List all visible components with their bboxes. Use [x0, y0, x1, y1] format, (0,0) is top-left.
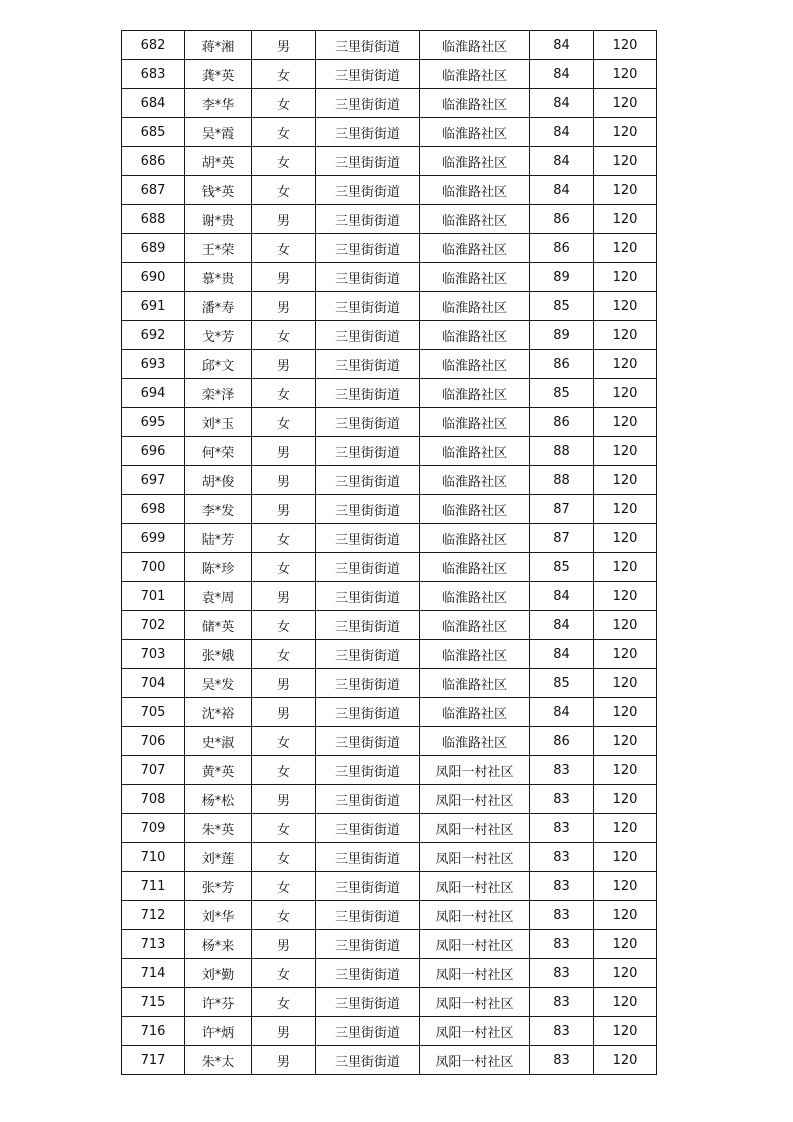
cell-name: 沈*裕 — [185, 698, 252, 727]
table-row — [122, 553, 657, 582]
table-row — [122, 959, 657, 988]
cell-serial-number: 694 — [122, 379, 185, 408]
cell-street: 三里街街道 — [316, 930, 420, 959]
cell-community: 凤阳一村社区 — [420, 1017, 530, 1046]
cell-name: 陈*珍 — [185, 553, 252, 582]
cell-age: 89 — [530, 263, 594, 292]
cell-age: 83 — [530, 959, 594, 988]
cell-name: 刘*玉 — [185, 408, 252, 437]
cell-street: 三里街街道 — [316, 785, 420, 814]
cell-gender: 男 — [252, 930, 316, 959]
cell-age: 84 — [530, 89, 594, 118]
cell-serial-number: 710 — [122, 843, 185, 872]
cell-gender: 女 — [252, 611, 316, 640]
cell-street: 三里街街道 — [316, 379, 420, 408]
cell-gender: 女 — [252, 959, 316, 988]
cell-gender: 女 — [252, 379, 316, 408]
table-row — [122, 524, 657, 553]
cell-age: 83 — [530, 814, 594, 843]
cell-community: 临淮路社区 — [420, 408, 530, 437]
cell-serial-number: 702 — [122, 611, 185, 640]
cell-community: 临淮路社区 — [420, 640, 530, 669]
cell-street: 三里街街道 — [316, 263, 420, 292]
cell-community: 临淮路社区 — [420, 263, 530, 292]
cell-age: 87 — [530, 524, 594, 553]
cell-gender: 男 — [252, 698, 316, 727]
cell-street: 三里街街道 — [316, 669, 420, 698]
table-row — [122, 205, 657, 234]
cell-amount: 120 — [594, 89, 657, 118]
cell-gender: 男 — [252, 31, 316, 60]
cell-community: 临淮路社区 — [420, 553, 530, 582]
table-row — [122, 495, 657, 524]
cell-name: 陆*芳 — [185, 524, 252, 553]
cell-community: 凤阳一村社区 — [420, 930, 530, 959]
table-row — [122, 176, 657, 205]
cell-community: 临淮路社区 — [420, 292, 530, 321]
cell-gender: 女 — [252, 640, 316, 669]
cell-amount: 120 — [594, 31, 657, 60]
cell-gender: 男 — [252, 1017, 316, 1046]
cell-age: 88 — [530, 466, 594, 495]
cell-community: 临淮路社区 — [420, 495, 530, 524]
cell-gender: 女 — [252, 843, 316, 872]
cell-street: 三里街街道 — [316, 350, 420, 379]
cell-age: 83 — [530, 1017, 594, 1046]
cell-name: 邱*文 — [185, 350, 252, 379]
cell-amount: 120 — [594, 785, 657, 814]
cell-serial-number: 697 — [122, 466, 185, 495]
cell-community: 临淮路社区 — [420, 176, 530, 205]
cell-gender: 女 — [252, 118, 316, 147]
cell-age: 83 — [530, 872, 594, 901]
cell-name: 张*芳 — [185, 872, 252, 901]
table-row — [122, 901, 657, 930]
cell-street: 三里街街道 — [316, 118, 420, 147]
cell-street: 三里街街道 — [316, 437, 420, 466]
cell-gender: 女 — [252, 524, 316, 553]
cell-serial-number: 709 — [122, 814, 185, 843]
cell-name: 许*芬 — [185, 988, 252, 1017]
cell-amount: 120 — [594, 118, 657, 147]
cell-age: 83 — [530, 1046, 594, 1075]
table-row — [122, 89, 657, 118]
cell-serial-number: 701 — [122, 582, 185, 611]
cell-name: 刘*勤 — [185, 959, 252, 988]
cell-age: 83 — [530, 756, 594, 785]
cell-gender: 男 — [252, 669, 316, 698]
table-row — [122, 118, 657, 147]
table-row — [122, 814, 657, 843]
cell-name: 黄*英 — [185, 756, 252, 785]
table-row — [122, 350, 657, 379]
cell-age: 85 — [530, 379, 594, 408]
cell-name: 胡*俊 — [185, 466, 252, 495]
cell-amount: 120 — [594, 553, 657, 582]
cell-serial-number: 699 — [122, 524, 185, 553]
cell-serial-number: 683 — [122, 60, 185, 89]
cell-gender: 男 — [252, 205, 316, 234]
cell-community: 临淮路社区 — [420, 466, 530, 495]
cell-serial-number: 708 — [122, 785, 185, 814]
cell-serial-number: 703 — [122, 640, 185, 669]
cell-gender: 女 — [252, 89, 316, 118]
cell-amount: 120 — [594, 988, 657, 1017]
cell-serial-number: 682 — [122, 31, 185, 60]
cell-serial-number: 705 — [122, 698, 185, 727]
cell-amount: 120 — [594, 611, 657, 640]
cell-amount: 120 — [594, 640, 657, 669]
cell-amount: 120 — [594, 234, 657, 263]
cell-name: 杨*来 — [185, 930, 252, 959]
cell-name: 刘*莲 — [185, 843, 252, 872]
cell-amount: 120 — [594, 1017, 657, 1046]
cell-serial-number: 690 — [122, 263, 185, 292]
table-row — [122, 988, 657, 1017]
table-row — [122, 727, 657, 756]
cell-street: 三里街街道 — [316, 988, 420, 1017]
cell-age: 85 — [530, 669, 594, 698]
table-row — [122, 379, 657, 408]
cell-street: 三里街街道 — [316, 611, 420, 640]
cell-name: 胡*英 — [185, 147, 252, 176]
cell-street: 三里街街道 — [316, 292, 420, 321]
cell-age: 86 — [530, 205, 594, 234]
cell-gender: 男 — [252, 350, 316, 379]
cell-age: 84 — [530, 640, 594, 669]
cell-age: 84 — [530, 60, 594, 89]
cell-name: 吴*霞 — [185, 118, 252, 147]
cell-amount: 120 — [594, 727, 657, 756]
cell-amount: 120 — [594, 437, 657, 466]
cell-gender: 男 — [252, 437, 316, 466]
cell-name: 潘*寿 — [185, 292, 252, 321]
table-row — [122, 31, 657, 60]
cell-community: 临淮路社区 — [420, 524, 530, 553]
cell-street: 三里街街道 — [316, 321, 420, 350]
cell-community: 临淮路社区 — [420, 437, 530, 466]
cell-street: 三里街街道 — [316, 176, 420, 205]
table-row — [122, 60, 657, 89]
cell-name: 朱*太 — [185, 1046, 252, 1075]
cell-street: 三里街街道 — [316, 408, 420, 437]
cell-gender: 女 — [252, 553, 316, 582]
cell-age: 86 — [530, 408, 594, 437]
cell-name: 储*英 — [185, 611, 252, 640]
cell-community: 凤阳一村社区 — [420, 872, 530, 901]
cell-name: 张*娥 — [185, 640, 252, 669]
table-row — [122, 321, 657, 350]
cell-name: 史*淑 — [185, 727, 252, 756]
cell-serial-number: 715 — [122, 988, 185, 1017]
cell-serial-number: 685 — [122, 118, 185, 147]
cell-gender: 男 — [252, 1046, 316, 1075]
cell-age: 83 — [530, 988, 594, 1017]
cell-street: 三里街街道 — [316, 495, 420, 524]
table-row — [122, 785, 657, 814]
cell-name: 李*华 — [185, 89, 252, 118]
cell-gender: 女 — [252, 147, 316, 176]
cell-serial-number: 696 — [122, 437, 185, 466]
cell-gender: 女 — [252, 60, 316, 89]
roster-table — [121, 30, 657, 1075]
cell-street: 三里街街道 — [316, 1046, 420, 1075]
cell-street: 三里街街道 — [316, 959, 420, 988]
cell-community: 凤阳一村社区 — [420, 785, 530, 814]
cell-name: 栾*泽 — [185, 379, 252, 408]
cell-serial-number: 712 — [122, 901, 185, 930]
cell-serial-number: 684 — [122, 89, 185, 118]
cell-amount: 120 — [594, 292, 657, 321]
cell-street: 三里街街道 — [316, 582, 420, 611]
cell-name: 许*炳 — [185, 1017, 252, 1046]
cell-gender: 女 — [252, 234, 316, 263]
cell-community: 临淮路社区 — [420, 379, 530, 408]
cell-street: 三里街街道 — [316, 205, 420, 234]
cell-community: 凤阳一村社区 — [420, 814, 530, 843]
cell-community: 临淮路社区 — [420, 698, 530, 727]
cell-gender: 女 — [252, 814, 316, 843]
cell-street: 三里街街道 — [316, 89, 420, 118]
cell-street: 三里街街道 — [316, 756, 420, 785]
cell-serial-number: 693 — [122, 350, 185, 379]
cell-amount: 120 — [594, 408, 657, 437]
cell-gender: 男 — [252, 785, 316, 814]
cell-community: 临淮路社区 — [420, 205, 530, 234]
cell-street: 三里街街道 — [316, 1017, 420, 1046]
cell-amount: 120 — [594, 60, 657, 89]
roster-table-body — [122, 31, 657, 1075]
cell-street: 三里街街道 — [316, 466, 420, 495]
cell-age: 84 — [530, 31, 594, 60]
cell-serial-number: 704 — [122, 669, 185, 698]
cell-amount: 120 — [594, 814, 657, 843]
cell-community: 临淮路社区 — [420, 321, 530, 350]
cell-gender: 女 — [252, 727, 316, 756]
cell-community: 临淮路社区 — [420, 611, 530, 640]
cell-community: 凤阳一村社区 — [420, 756, 530, 785]
cell-amount: 120 — [594, 930, 657, 959]
cell-serial-number: 692 — [122, 321, 185, 350]
cell-age: 88 — [530, 437, 594, 466]
cell-name: 蒋*湘 — [185, 31, 252, 60]
table-row — [122, 1017, 657, 1046]
cell-street: 三里街街道 — [316, 727, 420, 756]
cell-street: 三里街街道 — [316, 524, 420, 553]
cell-gender: 男 — [252, 495, 316, 524]
cell-community: 临淮路社区 — [420, 350, 530, 379]
cell-amount: 120 — [594, 176, 657, 205]
cell-name: 戈*芳 — [185, 321, 252, 350]
table-row — [122, 872, 657, 901]
cell-community: 凤阳一村社区 — [420, 901, 530, 930]
cell-amount: 120 — [594, 350, 657, 379]
cell-amount: 120 — [594, 205, 657, 234]
table-row — [122, 843, 657, 872]
cell-gender: 女 — [252, 408, 316, 437]
cell-name: 龚*英 — [185, 60, 252, 89]
cell-amount: 120 — [594, 756, 657, 785]
cell-community: 凤阳一村社区 — [420, 988, 530, 1017]
cell-age: 86 — [530, 234, 594, 263]
cell-community: 临淮路社区 — [420, 147, 530, 176]
cell-community: 临淮路社区 — [420, 582, 530, 611]
cell-amount: 120 — [594, 872, 657, 901]
cell-age: 86 — [530, 350, 594, 379]
cell-street: 三里街街道 — [316, 901, 420, 930]
cell-gender: 男 — [252, 263, 316, 292]
cell-community: 临淮路社区 — [420, 118, 530, 147]
cell-community: 凤阳一村社区 — [420, 1046, 530, 1075]
cell-community: 临淮路社区 — [420, 31, 530, 60]
cell-street: 三里街街道 — [316, 60, 420, 89]
cell-amount: 120 — [594, 959, 657, 988]
cell-age: 84 — [530, 176, 594, 205]
table-row — [122, 263, 657, 292]
cell-serial-number: 717 — [122, 1046, 185, 1075]
cell-amount: 120 — [594, 466, 657, 495]
table-row — [122, 292, 657, 321]
cell-amount: 120 — [594, 1046, 657, 1075]
cell-name: 朱*英 — [185, 814, 252, 843]
cell-street: 三里街街道 — [316, 698, 420, 727]
cell-serial-number: 706 — [122, 727, 185, 756]
table-row — [122, 756, 657, 785]
cell-street: 三里街街道 — [316, 814, 420, 843]
cell-amount: 120 — [594, 495, 657, 524]
cell-serial-number: 707 — [122, 756, 185, 785]
cell-community: 凤阳一村社区 — [420, 843, 530, 872]
cell-age: 83 — [530, 843, 594, 872]
cell-amount: 120 — [594, 524, 657, 553]
cell-serial-number: 687 — [122, 176, 185, 205]
cell-age: 86 — [530, 727, 594, 756]
cell-age: 84 — [530, 118, 594, 147]
cell-name: 刘*华 — [185, 901, 252, 930]
cell-gender: 男 — [252, 582, 316, 611]
cell-name: 王*荣 — [185, 234, 252, 263]
cell-age: 85 — [530, 292, 594, 321]
table-row — [122, 611, 657, 640]
table-row — [122, 234, 657, 263]
cell-amount: 120 — [594, 379, 657, 408]
cell-community: 凤阳一村社区 — [420, 959, 530, 988]
cell-name: 李*发 — [185, 495, 252, 524]
cell-serial-number: 711 — [122, 872, 185, 901]
cell-amount: 120 — [594, 901, 657, 930]
cell-gender: 女 — [252, 901, 316, 930]
cell-age: 83 — [530, 901, 594, 930]
cell-gender: 女 — [252, 756, 316, 785]
table-row — [122, 669, 657, 698]
cell-amount: 120 — [594, 263, 657, 292]
cell-serial-number: 688 — [122, 205, 185, 234]
cell-serial-number: 698 — [122, 495, 185, 524]
table-row — [122, 147, 657, 176]
cell-serial-number: 716 — [122, 1017, 185, 1046]
cell-serial-number: 713 — [122, 930, 185, 959]
cell-name: 何*荣 — [185, 437, 252, 466]
cell-amount: 120 — [594, 698, 657, 727]
cell-community: 临淮路社区 — [420, 234, 530, 263]
cell-amount: 120 — [594, 147, 657, 176]
cell-serial-number: 700 — [122, 553, 185, 582]
cell-amount: 120 — [594, 669, 657, 698]
cell-gender: 男 — [252, 466, 316, 495]
cell-community: 临淮路社区 — [420, 727, 530, 756]
table-row — [122, 930, 657, 959]
cell-street: 三里街街道 — [316, 147, 420, 176]
cell-age: 89 — [530, 321, 594, 350]
cell-amount: 120 — [594, 843, 657, 872]
table-row — [122, 640, 657, 669]
cell-amount: 120 — [594, 321, 657, 350]
cell-name: 袁*周 — [185, 582, 252, 611]
cell-serial-number: 689 — [122, 234, 185, 263]
cell-name: 杨*松 — [185, 785, 252, 814]
cell-age: 84 — [530, 611, 594, 640]
table-row — [122, 408, 657, 437]
cell-age: 85 — [530, 553, 594, 582]
cell-street: 三里街街道 — [316, 553, 420, 582]
cell-age: 87 — [530, 495, 594, 524]
cell-street: 三里街街道 — [316, 31, 420, 60]
cell-gender: 女 — [252, 176, 316, 205]
table-row — [122, 582, 657, 611]
cell-street: 三里街街道 — [316, 234, 420, 263]
cell-age: 83 — [530, 930, 594, 959]
cell-age: 83 — [530, 785, 594, 814]
cell-name: 慕*贵 — [185, 263, 252, 292]
cell-community: 临淮路社区 — [420, 669, 530, 698]
cell-street: 三里街街道 — [316, 872, 420, 901]
cell-name: 吴*发 — [185, 669, 252, 698]
table-row — [122, 698, 657, 727]
cell-serial-number: 695 — [122, 408, 185, 437]
cell-community: 临淮路社区 — [420, 89, 530, 118]
cell-age: 84 — [530, 698, 594, 727]
cell-gender: 女 — [252, 872, 316, 901]
cell-name: 谢*贵 — [185, 205, 252, 234]
table-row — [122, 1046, 657, 1075]
cell-street: 三里街街道 — [316, 640, 420, 669]
cell-serial-number: 691 — [122, 292, 185, 321]
cell-gender: 男 — [252, 292, 316, 321]
cell-serial-number: 714 — [122, 959, 185, 988]
cell-street: 三里街街道 — [316, 843, 420, 872]
table-row — [122, 437, 657, 466]
cell-gender: 女 — [252, 321, 316, 350]
cell-age: 84 — [530, 582, 594, 611]
cell-amount: 120 — [594, 582, 657, 611]
cell-name: 钱*英 — [185, 176, 252, 205]
cell-age: 84 — [530, 147, 594, 176]
cell-gender: 女 — [252, 988, 316, 1017]
cell-serial-number: 686 — [122, 147, 185, 176]
table-row — [122, 466, 657, 495]
cell-community: 临淮路社区 — [420, 60, 530, 89]
